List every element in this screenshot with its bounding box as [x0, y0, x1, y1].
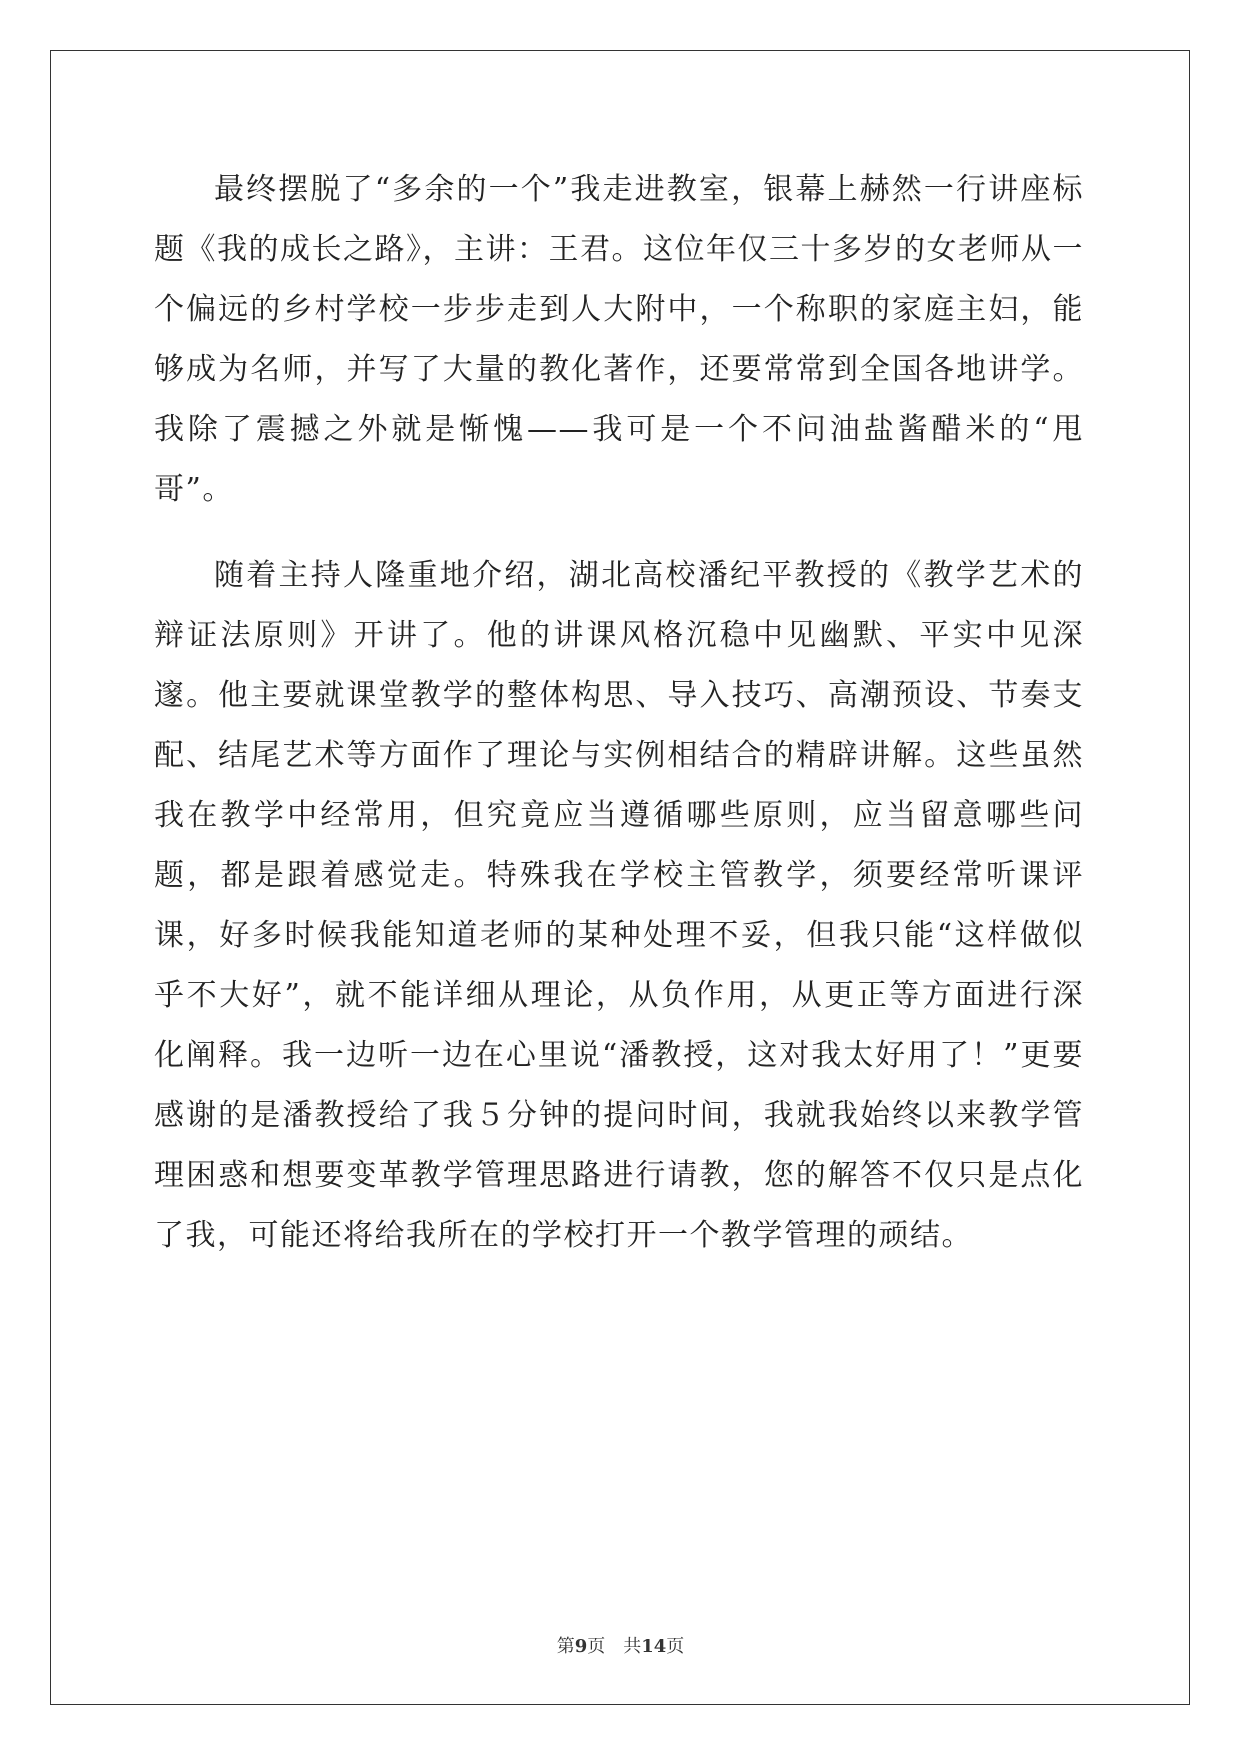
- page-total: 14: [641, 1636, 667, 1657]
- document-body: [154, 160, 1084, 1292]
- paragraph-1: 最终摆脱了“多余的一个”我走进教室，银幕上赫然一行讲座标题《我的成长之路》，主讲：王君。这位年仅三十多岁的女老师从一个偏远的乡村学校一步步走到人大附中，一个称职的家庭主妇，能够成为名师，并写了大量的教化著作，还要常常到全国各地讲学。我除了震撼之外就是惭愧——我可是一个不问油盐酱醋米的“甩哥”。: [154, 172, 1084, 507]
- page-current: 9: [574, 1636, 588, 1657]
- page-footer: [0, 1632, 1241, 1658]
- page-unit: 页: [587, 1636, 606, 1657]
- page-prefix: 第: [556, 1636, 575, 1657]
- paragraph-2: 随着主持人隆重地介绍，湖北高校潘纪平教授的《教学艺术的辩证法原则》开讲了。他的讲课风格沉稳中见幽默、平实中见深邃。他主要就课堂教学的整体构思、导入技巧、高潮预设、节奏支配、结尾艺术等方面作了理论与实例相结合的精辟讲解。这些虽然我在教学中经常用，但究竟应当遵循哪些原则，应当留意哪些问题，都是跟着感觉走。特殊我在学校主管教学，须要经常听课评课，好多时候我能知道老师的某种处理不妥，但我只能“这样做似乎不大好”，就不能详细从理论，从负作用，从更正等方面进行深化阐释。我一边听一边在心里说“潘教授，这对我太好用了！”更要感谢的是潘教授给了我５分钟的提问时间，我就我始终以来教学管理困惑和想要变革教学管理思路进行请教，您的解答不仅只是点化了我，可能还将给我所在的学校打开一个教学管理的顽结。: [154, 558, 1084, 1253]
- total-unit: 页: [666, 1636, 685, 1657]
- total-prefix: 共: [623, 1636, 642, 1657]
